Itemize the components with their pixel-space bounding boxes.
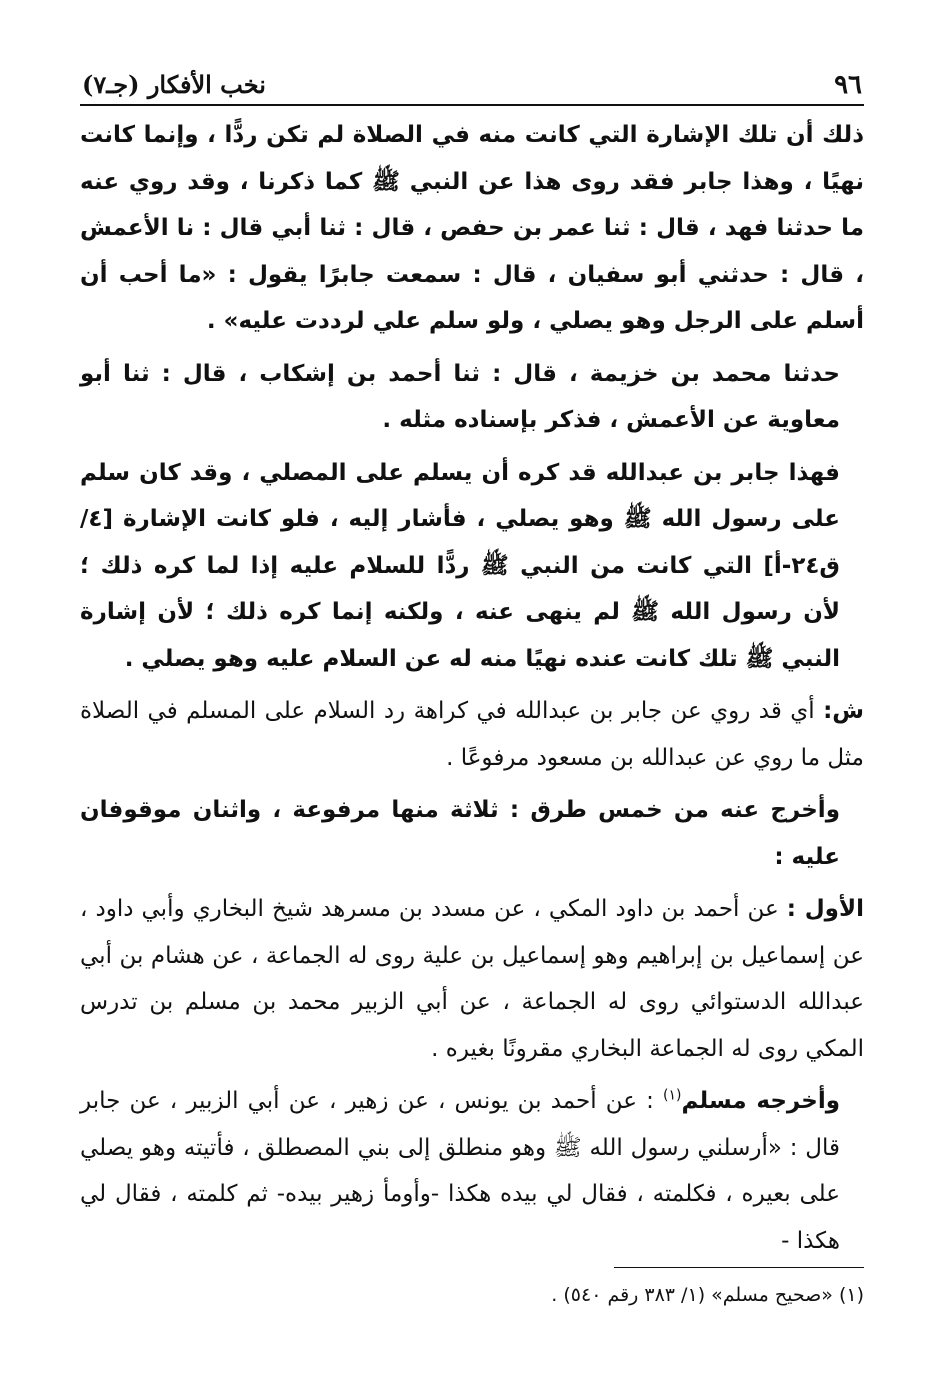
footnote-reference: (١) [663,1087,682,1104]
paragraph-text: ذلك أن تلك الإشارة التي كانت منه في الصلاة لم تكن ردًّا ، وإنما كانت نهيًا ، وهذا جابر فقد روى هذا عن النبي ﷺ كما ذكرنا ، وقد روي عنه ما حدثنا فهد ، قال : ثنا عمر بن حفص ، قال : ثنا أبي قال : نا الأعمش ، قال : حدثني أبو سفيان ، قال : سمعت جابرًا يقول : «ما أحب أن أسلم على الرجل وهو يصلي ، ولو سلم علي لرددت عليه» . [80,122,864,334]
paragraph-lead: الأول : [786,896,864,922]
paragraph-2 [80,351,864,444]
paragraph-7 [80,1078,864,1264]
paragraph-text: وأخرج عنه من خمس طرق : ثلاثة منها مرفوعة ، واثنان موقوفان عليه : [80,797,840,870]
paragraph-text: أي قد روي عن جابر بن عبدالله في كراهة رد السلام على المسلم في الصلاة مثل ما روي عن عبدالله بن مسعود مرفوعًا . [80,698,864,771]
page-number: ٩٦ [834,70,862,100]
paragraph-text: حدثنا محمد بن خزيمة ، قال : ثنا أحمد بن إشكاب ، قال : ثنا أبو معاوية عن الأعمش ، فذكر بإسناده مثله . [80,360,840,433]
footnote [80,1280,864,1310]
paragraph-lead: ش: [823,698,864,724]
main-text [80,112,864,1270]
paragraph-1 [80,112,864,345]
page-header [82,60,862,100]
paragraph-5 [80,787,864,880]
paragraph-4 [80,688,864,781]
paragraph-3 [80,450,864,683]
paragraph-text: : عن أحمد بن يونس ، عن زهير ، عن أبي الزبير ، عن جابر قال : «أرسلني رسول الله ﷺ وهو منطلق إلى بني المصطلق ، فأتيته وهو يصلي على بعيره ، فكلمته ، فقال لي بيده هكذا -وأومأ زهير بيده- ثم كلمته ، فقال لي هكذا - [80,1088,840,1254]
footnote-marker: (١) [838,1284,864,1306]
paragraph-text: عن أحمد بن داود المكي ، عن مسدد بن مسرهد شيخ البخاري وأبي داود ، عن إسماعيل بن إبراهيم وهو إسماعيل بن علية روى له الجماعة ، عن هشام بن أبي عبدالله الدستوائي روى له الجماعة ، عن أبي الزبير محمد بن مسلم بن تدرس المكي روى له الجماعة البخاري مقرونًا بغيره . [80,896,864,1062]
paragraph-text: فهذا جابر بن عبدالله قد كره أن يسلم على المصلي ، وقد كان سلم على رسول الله ﷺ وهو يصلي ، فأشار إليه ، فلو كانت الإشارة [٤/ق٢٤-أ] التي كانت من النبي ﷺ ردًّا للسلام عليه إذا لما كره ذلك ؛ لأن رسول الله ﷺ لم ينهى عنه ، ولكنه إنما كره ذلك ؛ لأن إشارة النبي ﷺ تلك كانت عنده نهيًا منه له عن السلام عليه وهو يصلي . [80,459,840,672]
running-title: نخب الأفكار (جـ٧) [82,70,266,99]
paragraph-lead: وأخرجه مسلم [681,1088,840,1114]
paragraph-6 [80,886,864,1072]
header-divider [80,104,864,106]
footnote-divider [614,1267,864,1268]
footnote-text: «صحيح مسلم» (١/ ٣٨٣ رقم ٥٤٠) . [551,1284,833,1306]
